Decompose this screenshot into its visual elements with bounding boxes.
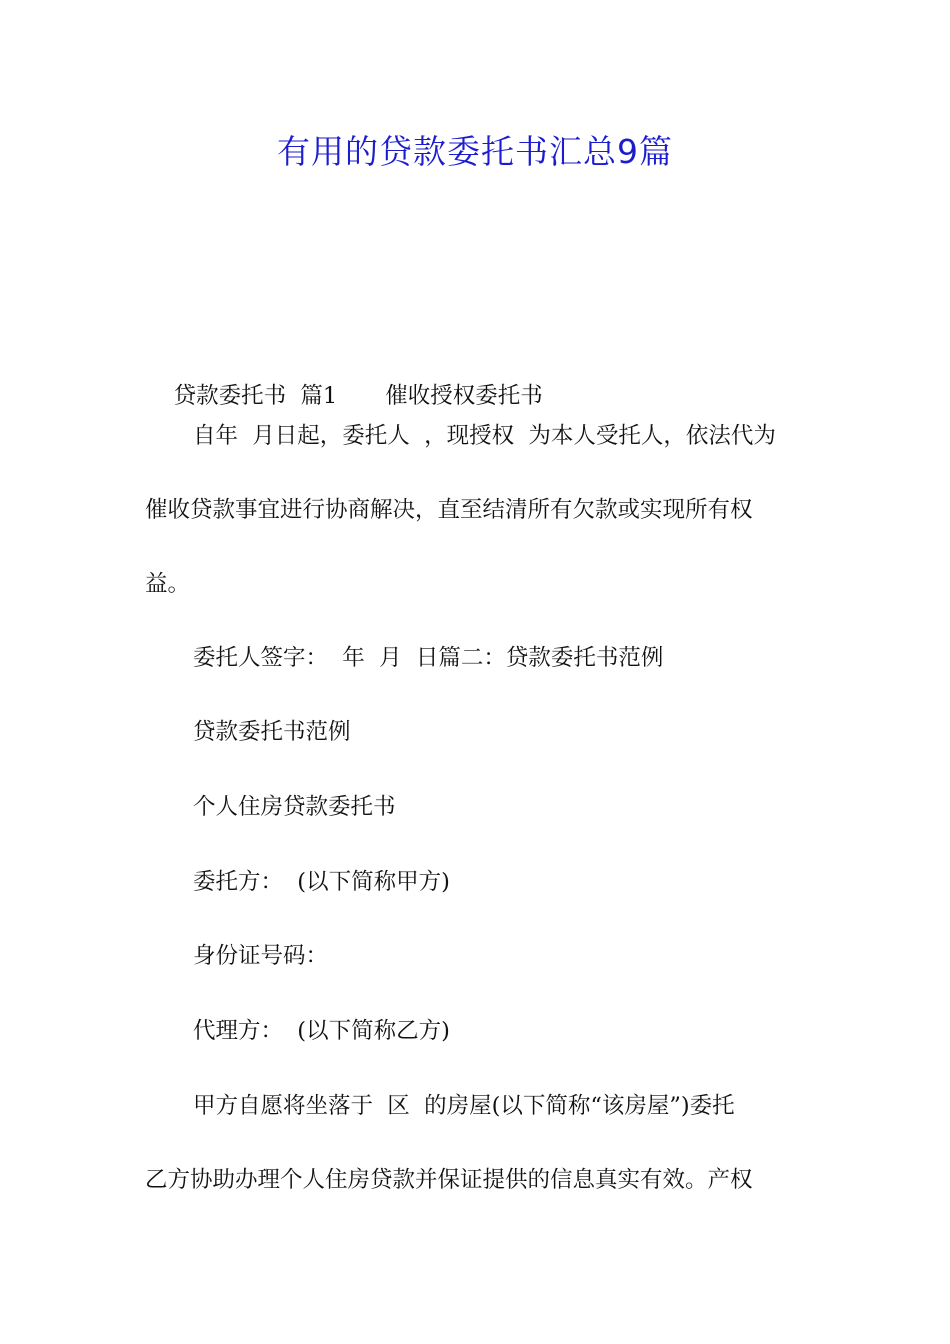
section-title: 催收授权委托书	[385, 383, 543, 409]
paragraph-line: 催收贷款事宜进行协商解决，直至结清所有欠款或实现所有权	[145, 497, 753, 523]
paragraph-line: 贷款委托书范例	[193, 719, 351, 745]
section-label: 贷款委托书 篇1	[173, 383, 338, 409]
paragraph-line: 乙方协助办理个人住房贷款并保证提供的信息真实有效。产权	[145, 1167, 753, 1193]
paragraph-line: 益。	[145, 571, 191, 597]
paragraph-line: 代理方： (以下简称乙方)	[193, 1018, 450, 1044]
paragraph-line: 个人住房贷款委托书	[193, 794, 396, 820]
paragraph-line: 甲方自愿将坐落于 区 的房屋(以下简称“该房屋”)委托	[193, 1093, 735, 1119]
paragraph-line: 自年 月日起，委托人 ，现授权 为本人受托人，依法代为	[193, 423, 776, 449]
paragraph-line: 委托人签字： 年 月 日篇二：贷款委托书范例	[193, 645, 664, 671]
paragraph-line: 委托方： (以下简称甲方)	[193, 869, 450, 895]
document-title: 有用的贷款委托书汇总9篇	[277, 132, 673, 171]
paragraph-line: 身份证号码：	[193, 943, 329, 969]
